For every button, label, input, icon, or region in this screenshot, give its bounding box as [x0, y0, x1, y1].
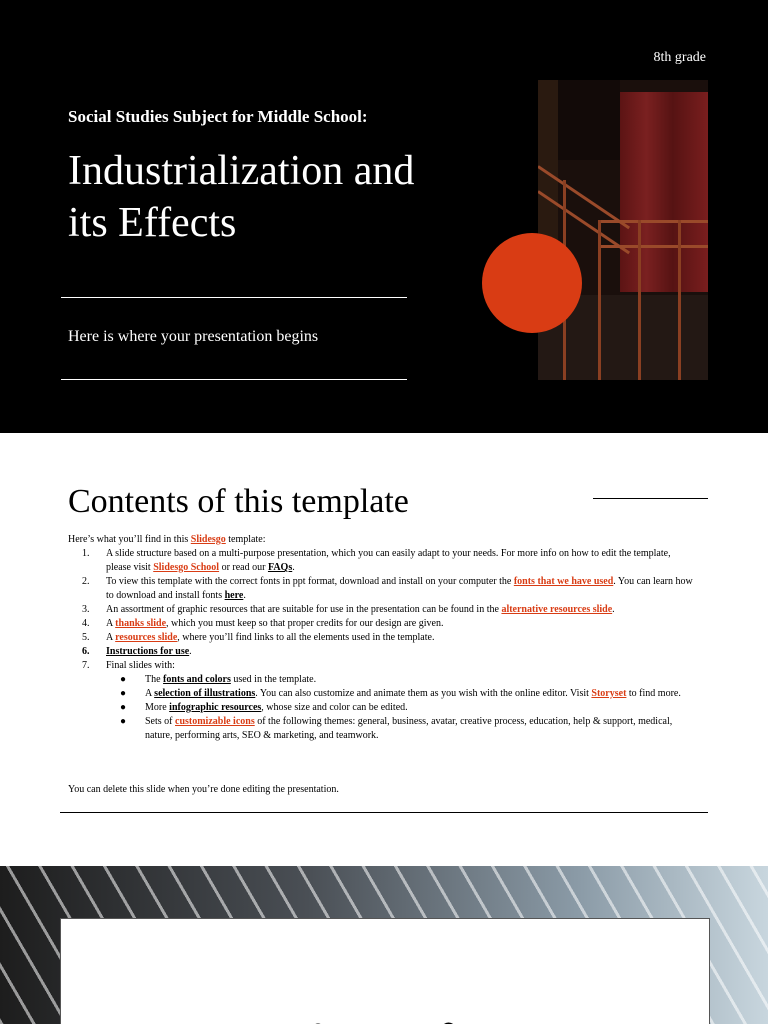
slide-title: [68, 145, 468, 249]
grade-label: 8th grade: [653, 50, 706, 65]
list-item: [68, 547, 698, 575]
list-item: [68, 659, 698, 743]
white-content-card: [60, 918, 710, 1024]
fonts-used-link[interactable]: fonts that we have used: [513, 576, 614, 587]
contents-intro: [68, 534, 266, 545]
cropped-heading-glyphs: [290, 1011, 530, 1024]
list-item: [68, 645, 698, 659]
title-slide: [0, 0, 768, 433]
accent-circle: [482, 233, 582, 333]
divider-bottom: [61, 379, 407, 380]
list-item: [68, 617, 698, 631]
list-text: An assortment of graphic resources that are suitable for use in the presentation can be found in the: [106, 604, 502, 615]
icons-link[interactable]: customizable icons: [175, 716, 255, 727]
list-number: 1.: [82, 548, 90, 559]
contents-footer: You can delete this slide when you’re done editing the presentation.: [68, 784, 339, 795]
bullet-dot-icon: ●: [120, 702, 127, 713]
list-text: .: [243, 590, 246, 601]
slidesgo-school-link[interactable]: Slidesgo School: [153, 562, 220, 573]
intro-text-b: template:: [225, 534, 266, 545]
photo-shadow: [558, 80, 620, 160]
bullet-dot-icon: ●: [120, 688, 127, 699]
list-number: 4.: [82, 618, 90, 629]
bullet-text: . You can also customize and animate them as you wish with the online editor. Visit: [255, 688, 592, 699]
contents-slide: [0, 433, 768, 866]
slidesgo-link[interactable]: Slidesgo: [190, 534, 226, 545]
list-number: 5.: [82, 632, 90, 643]
bullet-text: A: [145, 688, 155, 699]
divider-top: [61, 297, 407, 298]
contents-list: [68, 547, 698, 743]
bullet-item: [106, 687, 698, 701]
faqs-link[interactable]: FAQs: [267, 562, 293, 573]
thanks-slide-link[interactable]: thanks slide: [115, 618, 167, 629]
bullet-text: used in the template.: [230, 674, 317, 685]
list-item: [68, 603, 698, 617]
bullet-item: [106, 715, 698, 743]
list-text: Final slides with:: [106, 660, 175, 671]
list-text: To view this template with the correct fonts in ppt format, download and install on your computer the: [106, 576, 514, 587]
photo-red-wall: [620, 92, 708, 292]
bullet-text: to find more.: [626, 688, 681, 699]
staircase-photo: [538, 80, 708, 380]
list-text: , where you’ll find links to all the elements used in the template.: [177, 632, 435, 643]
bullet-text: , whose size and color can be edited.: [261, 702, 408, 713]
list-text: .: [292, 562, 295, 573]
fonts-here-link[interactable]: here: [224, 590, 244, 601]
list-text: A slide structure based on a multi-purpose presentation, which you can easily adapt to your needs. For more info on how to edit the template, please visit: [106, 548, 671, 573]
storyset-link[interactable]: Storyset: [591, 688, 627, 699]
list-text: A: [106, 618, 116, 629]
resources-slide-link[interactable]: resources slide: [115, 632, 178, 643]
final-slides-list: [106, 673, 698, 743]
slide-title-line-2: its Effects: [68, 200, 237, 246]
contents-bottom-line: [60, 812, 708, 813]
bullet-text: Sets of: [145, 716, 175, 727]
list-item: [68, 631, 698, 645]
contents-title: Contents of this template: [68, 483, 409, 520]
alternative-resources-link[interactable]: alternative resources slide: [501, 604, 613, 615]
instructions-link[interactable]: Instructions for use: [106, 646, 190, 657]
bullet-item: [106, 673, 698, 687]
intro-text-a: Here’s what you’ll find in this: [68, 534, 191, 545]
bullet-item: [106, 701, 698, 715]
illustrations-link[interactable]: selection of illustrations: [154, 688, 256, 699]
landing-rail-2: [598, 245, 708, 248]
bullet-dot-icon: ●: [120, 716, 127, 727]
contents-top-line: [593, 498, 708, 499]
list-text: , which you must keep so that proper credits for our design are given.: [166, 618, 444, 629]
slide-title-line-1: Industrialization and: [68, 148, 415, 194]
stair-post-1: [598, 220, 601, 380]
tagline: Here is where your presentation begins: [68, 328, 319, 345]
list-number: 2.: [82, 576, 90, 587]
bullet-text: of the following themes: general, business, avatar, creative process, education, help & support, medical, nature, performing arts, SEO & marketing, and teamwork.: [145, 716, 673, 741]
list-text: . You can learn how to download and install fonts: [106, 576, 693, 601]
bullet-dot-icon: ●: [120, 674, 127, 685]
slide-subtitle: Social Studies Subject for Middle School:: [68, 107, 368, 126]
infographic-link[interactable]: infographic resources: [169, 702, 262, 713]
bullet-text: More: [145, 702, 170, 713]
bullet-text: The: [145, 674, 164, 685]
list-text: .: [189, 646, 192, 657]
fonts-colors-link[interactable]: fonts and colors: [163, 674, 231, 685]
list-number: 3.: [82, 604, 90, 615]
list-text: .: [612, 604, 615, 615]
list-number: 6.: [82, 646, 90, 657]
list-text: A: [106, 632, 116, 643]
architecture-slide: [0, 866, 768, 1024]
stair-post-3: [678, 220, 681, 380]
stair-post-2: [638, 220, 641, 380]
list-item: [68, 575, 698, 603]
landing-rail: [598, 220, 708, 223]
list-text: or read our: [219, 562, 268, 573]
list-number: 7.: [82, 660, 90, 671]
